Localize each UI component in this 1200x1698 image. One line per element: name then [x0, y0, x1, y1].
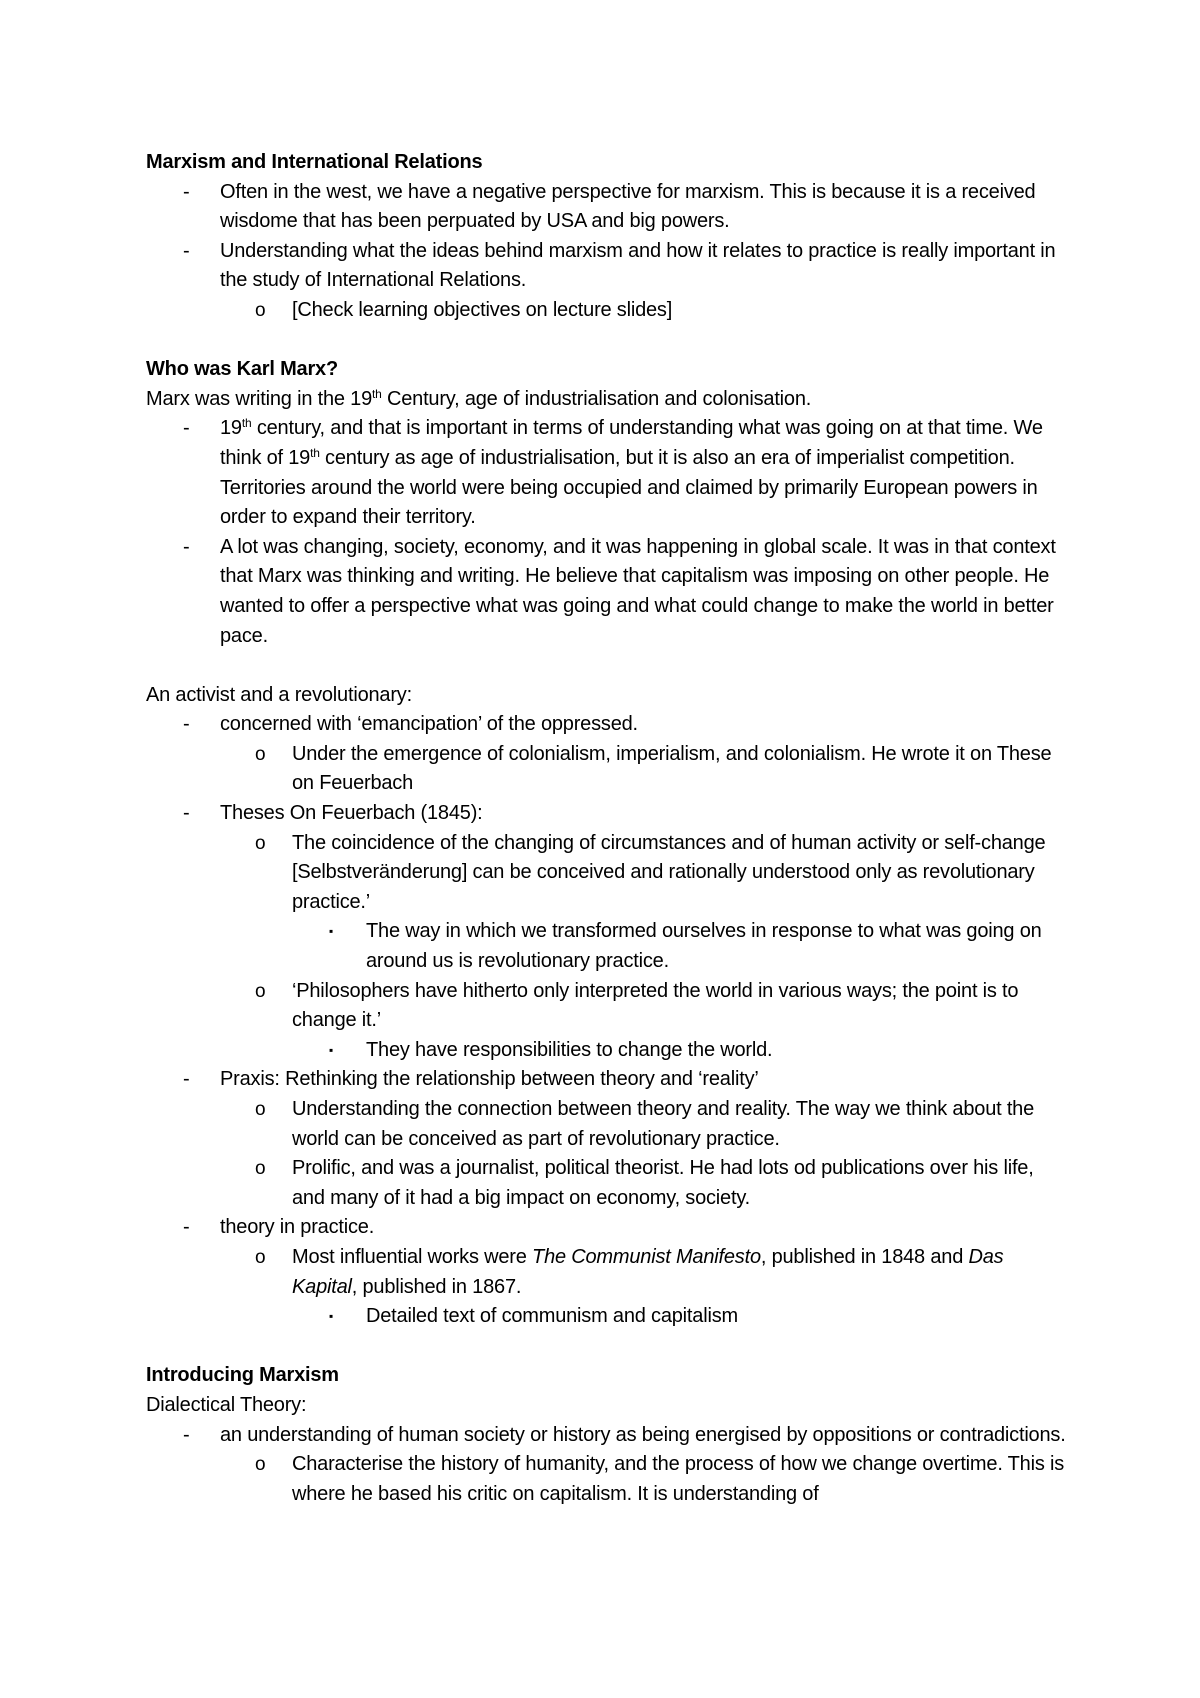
circle-bullet-icon: o — [255, 1158, 266, 1180]
bullet-item — [0, 237, 1070, 296]
circle-bullet-icon: o — [255, 1454, 266, 1476]
sub-bullet-item — [0, 1095, 1070, 1154]
sub-bullet-text: Prolific, and was a journalist, political theorist. He had lots od publications over his life, and many of it had a big impact on economy, society. — [292, 1157, 1034, 1209]
bullet-item — [0, 1213, 1070, 1243]
text-run: Most influential works were — [292, 1245, 533, 1268]
text-run: 19 — [220, 417, 242, 440]
spacer — [0, 326, 1200, 356]
bullet-item — [0, 710, 1070, 740]
text-run: , published in 1867. — [351, 1275, 522, 1298]
square-bullet-icon: ▪ — [329, 924, 334, 939]
sub-bullet-item — [0, 1243, 1070, 1302]
circle-bullet-icon: o — [255, 980, 266, 1002]
sub-sub-bullet-text: Detailed text of communism and capitalism — [366, 1305, 738, 1328]
superscript: th — [241, 416, 252, 431]
bullet-item — [0, 414, 1070, 532]
bullet-item — [0, 1421, 1070, 1451]
dash-bullet-icon: - — [183, 417, 190, 440]
bullet-text: an understanding of human society or history as being energised by oppositions or contradictions. — [220, 1423, 1066, 1446]
circle-bullet-icon: o — [255, 1246, 266, 1268]
sub-bullet-text: ‘Philosophers have hitherto only interpreted the world in various ways; the point is to change it.’ — [292, 979, 1019, 1032]
bullet-text: concerned with ‘emancipation’ of the oppressed. — [220, 713, 638, 736]
sub-bullet-item — [0, 740, 1070, 799]
spacer — [0, 1332, 1200, 1362]
sub-bullet-text: Under the emergence of colonialism, imperialism, and colonialism. He wrote it on These on Feuerbach — [292, 742, 1052, 795]
text-run: Marx was writing in the 19 — [146, 387, 373, 410]
heading-marxism-ir: Marxism and International Relations — [146, 151, 483, 173]
sub-bullet-text: [Check learning objectives on lecture slides] — [292, 298, 673, 321]
dash-bullet-icon: - — [183, 239, 190, 262]
bullet-text — [220, 414, 1070, 532]
sub-bullet-text: Characterise the history of humanity, and the process of how we change overtime. This is where he based his critic on capitalism. It is understanding of — [292, 1453, 1065, 1505]
section-heading — [0, 355, 1200, 385]
text-run: , published in 1848 and — [760, 1245, 969, 1268]
sub-sub-bullet-item — [0, 1302, 1070, 1332]
sub-bullet-item — [0, 1154, 1070, 1213]
sub-bullet-item — [0, 977, 1070, 1036]
square-bullet-icon: ▪ — [329, 1309, 334, 1324]
sub-bullet-item — [0, 829, 1070, 918]
bullet-item — [0, 178, 1070, 237]
paragraph — [0, 681, 1200, 711]
superscript: th — [310, 445, 320, 460]
superscript: th — [372, 386, 382, 401]
document-page — [0, 148, 1200, 1509]
bullet-text: Praxis: Rethinking the relationship between theory and ‘reality’ — [220, 1068, 759, 1091]
text-run: century as age of industrialisation, but it is also an era of imperialist competition. Territories around the world were being occupied and claimed by primarily European powers in order to expand their territory. — [220, 446, 1038, 529]
work-title: The Communist Manifesto — [532, 1245, 761, 1268]
sub-bullet-item — [0, 296, 1070, 326]
section-heading — [0, 148, 1200, 178]
paragraph-text — [146, 385, 811, 415]
bullet-text: Theses On Feuerbach (1845): — [220, 802, 483, 825]
dash-bullet-icon: - — [183, 1068, 190, 1091]
spacer — [0, 651, 1200, 681]
dash-bullet-icon: - — [183, 180, 190, 203]
dash-bullet-icon: - — [183, 535, 190, 558]
heading-who-was-marx: Who was Karl Marx? — [146, 358, 338, 381]
text-run: Century, age of industrialisation and colonisation. — [381, 387, 812, 410]
dash-bullet-icon: - — [183, 1216, 190, 1239]
heading-introducing-marxism: Introducing Marxism — [146, 1364, 339, 1387]
square-bullet-icon: ▪ — [329, 1042, 334, 1057]
work-title: Das Kapital — [292, 1245, 1004, 1298]
circle-bullet-icon: o — [255, 743, 266, 765]
sub-sub-bullet-item — [0, 1036, 1070, 1066]
dash-bullet-icon: - — [183, 713, 190, 736]
bullet-text: theory in practice. — [220, 1216, 375, 1239]
circle-bullet-icon: o — [255, 299, 266, 321]
sub-sub-bullet-text: The way in which we transformed ourselves in response to what was going on around us is revolutionary practice. — [366, 920, 1042, 973]
paragraph-text: An activist and a revolutionary: — [146, 683, 412, 706]
bullet-text: Understanding what the ideas behind marxism and how it relates to practice is really important in the study of International Relations. — [220, 239, 1056, 292]
sub-bullet-text — [292, 1243, 1070, 1302]
section-heading — [0, 1361, 1200, 1391]
circle-bullet-icon: o — [255, 832, 266, 854]
bullet-item — [0, 533, 1070, 651]
text-run: century, and that is important in terms of understanding what was going on at that time. We think of 19 — [220, 417, 1043, 469]
sub-sub-bullet-text: They have responsibilities to change the world. — [366, 1038, 773, 1061]
dash-bullet-icon: - — [183, 1423, 190, 1446]
sub-sub-bullet-item — [0, 917, 1070, 976]
bullet-item — [0, 799, 1070, 829]
sub-bullet-item — [0, 1450, 1070, 1509]
paragraph — [0, 1391, 1200, 1421]
paragraph-text: Dialectical Theory: — [146, 1393, 307, 1416]
paragraph — [0, 385, 1200, 415]
bullet-item — [0, 1065, 1070, 1095]
circle-bullet-icon: o — [255, 1099, 266, 1120]
sub-bullet-text: The coincidence of the changing of circumstances and of human activity or self-change [Selbstveränderung] can be conceived and rationally understood only as revolutionary practice.’ — [292, 831, 1046, 913]
sub-bullet-text: Understanding the connection between theory and reality. The way we think about the world can be conceived as part of revolutionary practice. — [292, 1098, 1035, 1150]
dash-bullet-icon: - — [183, 802, 190, 825]
bullet-text: A lot was changing, society, economy, and it was happening in global scale. It was in that context that Marx was thinking and writing. He believe that capitalism was imposing on other people. He wanted to offer a perspective what was going and what could change to make the world in better pace. — [220, 535, 1056, 647]
bullet-text: Often in the west, we have a negative perspective for marxism. This is because it is a received wisdome that has been perpuated by USA and big powers. — [220, 180, 1036, 233]
